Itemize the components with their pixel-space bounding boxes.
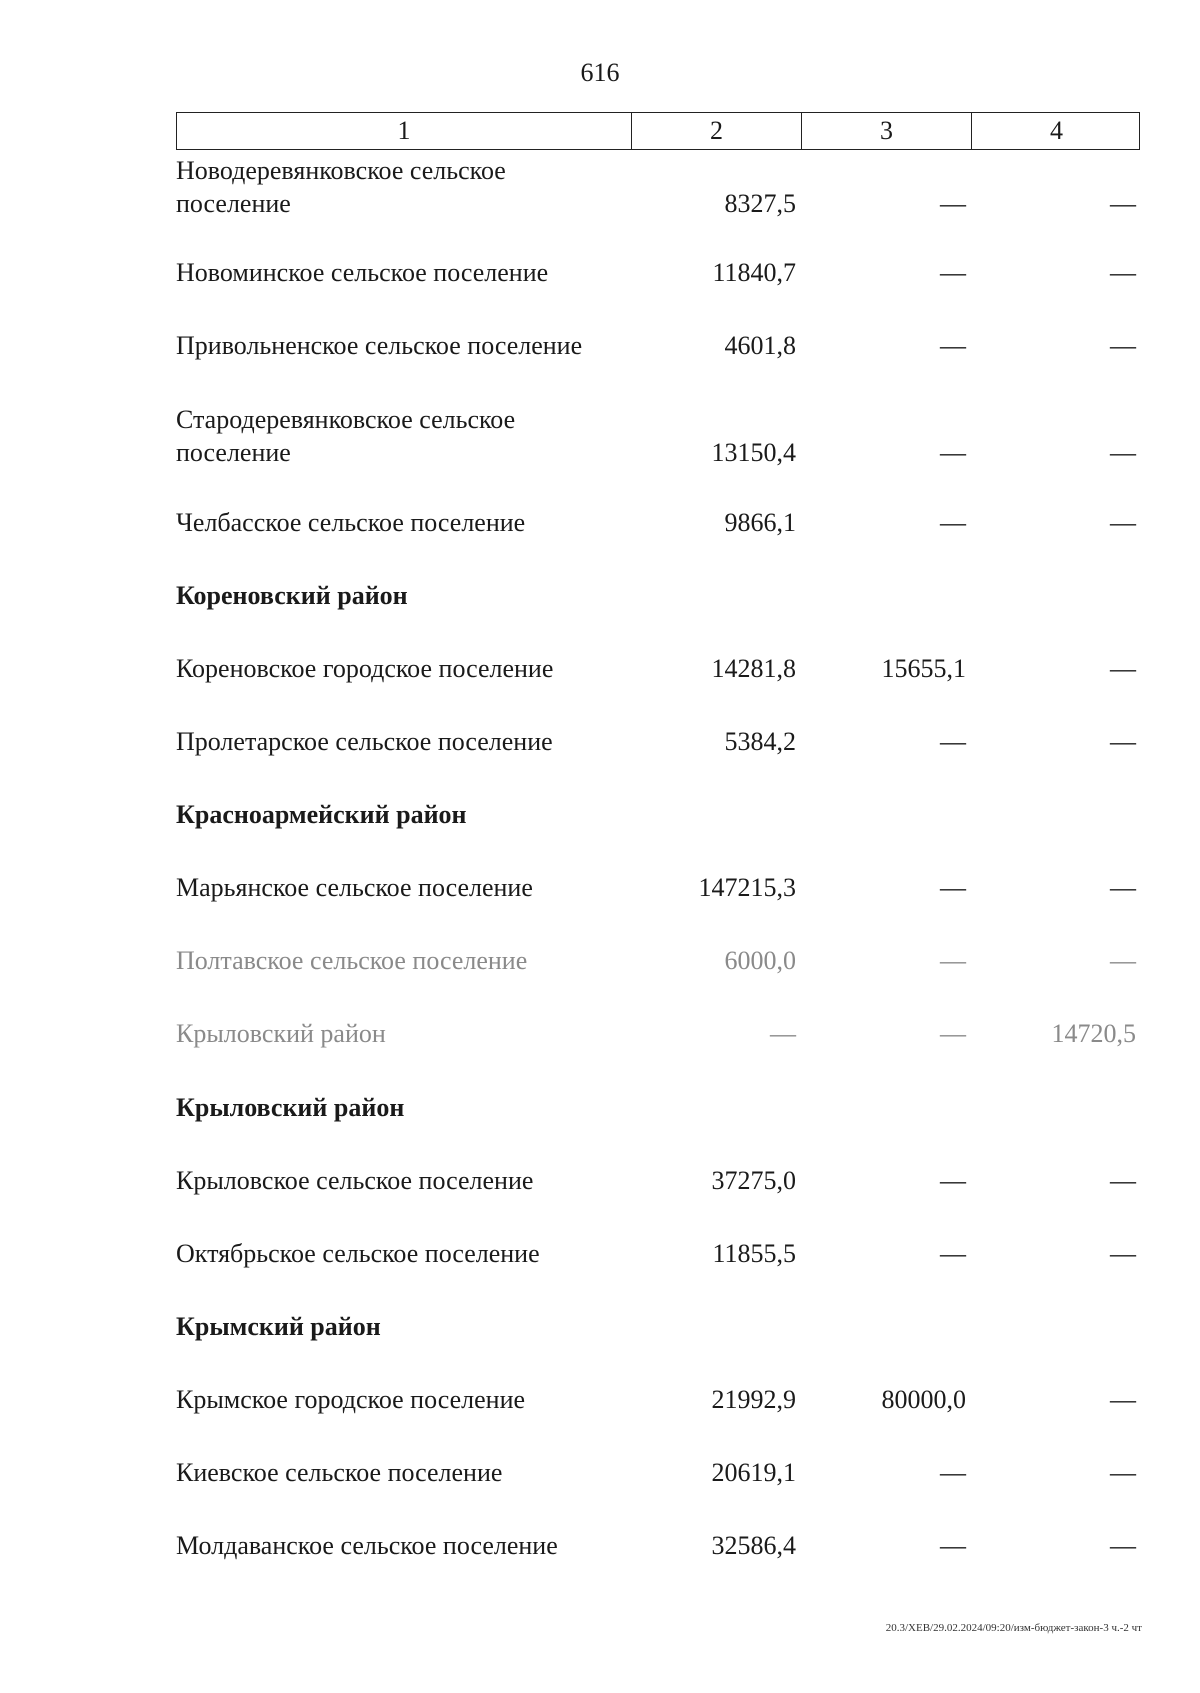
table-row	[176, 944, 1140, 977]
col3-value: —	[940, 189, 966, 218]
table-row	[176, 1237, 1140, 1270]
settlement-name: Челбасское сельское поселение	[176, 508, 526, 537]
col4-value: —	[1110, 1239, 1136, 1268]
settlement-name: Новоминское сельское поселение	[176, 258, 549, 287]
col3-value: 80000,0	[881, 1385, 966, 1414]
col3-value: —	[940, 508, 966, 537]
district-heading-row	[176, 1091, 1140, 1124]
col2-value: 9866,1	[724, 508, 796, 537]
col2-value: 20619,1	[711, 1458, 796, 1487]
col3-value: —	[940, 873, 966, 902]
district-heading-row	[176, 1310, 1140, 1343]
settlement-name: Крыловский район	[176, 1019, 386, 1048]
table-row	[176, 154, 1140, 220]
header-col-2: 2	[631, 113, 801, 149]
col4-value: —	[1110, 873, 1136, 902]
col2-value: 37275,0	[711, 1166, 796, 1195]
col4-value: —	[1110, 946, 1136, 975]
col4-value: 14720,5	[1051, 1019, 1136, 1048]
settlement-name: Киевское сельское поселение	[176, 1458, 503, 1487]
col2-value: 11840,7	[712, 258, 796, 287]
col3-value: —	[940, 331, 966, 360]
col2-value: 6000,0	[724, 946, 796, 975]
col2-value: —	[770, 1019, 796, 1048]
table-row	[176, 652, 1140, 685]
col4-value: —	[1110, 654, 1136, 683]
col4-value: —	[1110, 1166, 1136, 1195]
table-row	[176, 871, 1140, 904]
table-row	[176, 403, 1140, 469]
col4-value: —	[1110, 1531, 1136, 1560]
document-footer-stamp: 20.3/ХЕВ/29.02.2024/09:20/изм-бюджет-закон-3 ч.-2 чт	[885, 1622, 1142, 1634]
col4-value: —	[1110, 727, 1136, 756]
col2-value: 4601,8	[724, 331, 796, 360]
table-row	[176, 506, 1140, 539]
settlement-name: Молдаванское сельское поселение	[176, 1531, 558, 1560]
table-row	[176, 1383, 1140, 1416]
table-row	[176, 1529, 1140, 1562]
settlement-name: Пролетарское сельское поселение	[176, 727, 553, 756]
table-row	[176, 256, 1140, 289]
col4-value: —	[1110, 258, 1136, 287]
col3-value: —	[940, 1239, 966, 1268]
settlement-name: Кореновское городское поселение	[176, 654, 554, 683]
district-name: Крыловский район	[176, 1093, 405, 1122]
settlement-name: Марьянское сельское поселение	[176, 873, 533, 902]
settlement-name: Стародеревянковское сельское поселение	[176, 405, 516, 467]
header-col-4: 4	[971, 113, 1141, 149]
col4-value: —	[1110, 331, 1136, 360]
district-heading-row	[176, 798, 1140, 831]
district-name: Кореновский район	[176, 581, 408, 610]
settlement-name: Привольненское сельское поселение	[176, 331, 583, 360]
col2-value: 5384,2	[724, 727, 796, 756]
table-row	[176, 1456, 1140, 1489]
table-row	[176, 1017, 1140, 1050]
col2-value: 14281,8	[711, 654, 796, 683]
header-col-1: 1	[397, 116, 411, 145]
col2-value: 21992,9	[711, 1385, 796, 1414]
table-row	[176, 1164, 1140, 1197]
settlement-name: Крымское городское поселение	[176, 1385, 526, 1414]
col3-value: —	[940, 258, 966, 287]
col3-value: 15655,1	[881, 654, 966, 683]
header-col-3: 3	[801, 113, 971, 149]
col4-value: —	[1110, 1385, 1136, 1414]
budget-table	[176, 112, 1140, 1560]
district-heading-row	[176, 579, 1140, 612]
col3-value: —	[940, 1019, 966, 1048]
settlement-name: Крыловское сельское поселение	[176, 1166, 534, 1195]
col2-value: 147215,3	[698, 873, 796, 902]
col4-value: —	[1110, 508, 1136, 537]
col2-value: 13150,4	[711, 438, 796, 467]
col3-value: —	[940, 438, 966, 467]
col4-value: —	[1110, 438, 1136, 467]
settlement-name: Новодеревянковское сельское поселение	[176, 156, 506, 218]
col4-value: —	[1110, 189, 1136, 218]
page-number: 616	[580, 58, 620, 87]
col3-value: —	[940, 946, 966, 975]
col2-value: 8327,5	[724, 189, 796, 218]
col2-value: 11855,5	[712, 1239, 796, 1268]
table-row	[176, 329, 1140, 362]
col3-value: —	[940, 727, 966, 756]
col3-value: —	[940, 1531, 966, 1560]
settlement-name: Октябрьское сельское поселение	[176, 1239, 540, 1268]
settlement-name: Полтавское сельское поселение	[176, 946, 528, 975]
col4-value: —	[1110, 1458, 1136, 1487]
table-row	[176, 725, 1140, 758]
district-name: Красноармейский район	[176, 800, 467, 829]
col3-value: —	[940, 1166, 966, 1195]
col3-value: —	[940, 1458, 966, 1487]
district-name: Крымский район	[176, 1312, 381, 1341]
col2-value: 32586,4	[711, 1531, 796, 1560]
table-header	[176, 112, 1140, 150]
